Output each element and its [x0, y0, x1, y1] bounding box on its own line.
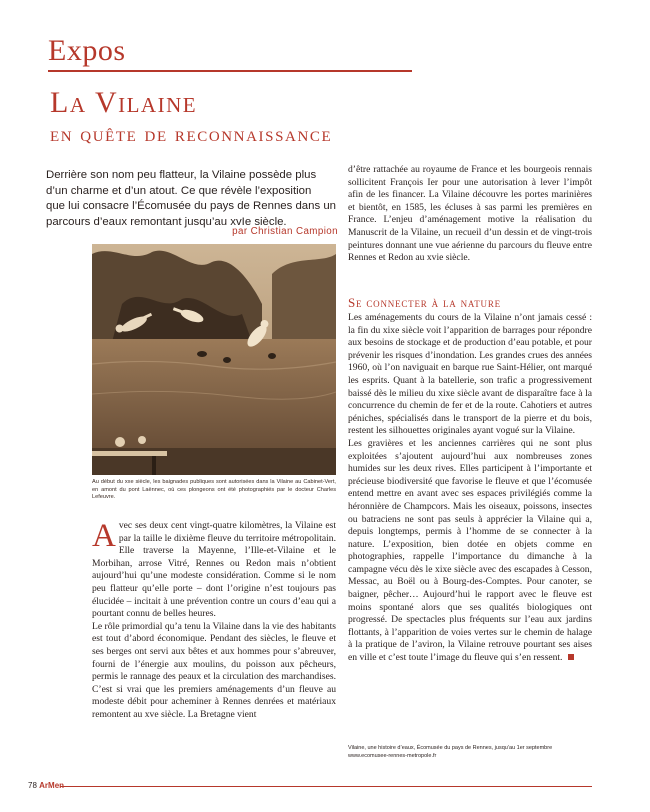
intro-line: d’un charme et d’un atout. Ce que révèle l’exposition: [46, 184, 312, 197]
paragraph: [92, 520, 336, 621]
page-number: 78: [28, 781, 37, 790]
end-mark-icon: [568, 654, 574, 660]
paragraph: Les aménagements du cours de la Vilaine n’ont jamais cessé : la fin du xixe siècle voit l’apparition de barrages pour répondre aux besoins de stockage et de production d’eau potable, et pour prévenir les risques d’inondation. Les grandes crues des années 1960, où l’on naviguait en barque rue Saint-Hélier, ont marqué les esprits. Quant à la batellerie, son trafic a progressivement baissé dès le milieu du xixe siècle avant de disparaître face à la concurrence du chemin de fer et de la route. Cahotiers et autres péniches, spécialisés dans le transport de la pierre et du bois, restent les silhouettes originales ayant vogué sur la Vilaine.: [348, 312, 592, 437]
paragraph: d’être rattachée au royaume de France et les bourgeois rennais sollicitent François Ier pour une autorisation à lever l’impôt afin de les financer. La Vilaine découvre les portes marinières et bientôt, en 1585, les écluses à sas parmi les premières en France. L’enjeu d’aménagement motive la réalisation du Manuscrit de la Vilaine, un recueil d’un dessin et de vingt-trois peintures donnant une vue aérienne du parcours du fleuve entre Rennes et Redon au xvie siècle.: [348, 164, 592, 264]
sepia-photo-divers: [92, 244, 336, 475]
page-folio: [28, 781, 64, 790]
paragraph: Le rôle primordial qu’a tenu la Vilaine dans la vie des habitants est tout d’abord économique. Pendant des siècles, le fleuve et ses berges ont servi aux bêtes et aux hommes pour s’abreuver, fourni de l’énergie aux moulins, du poisson aux pêcheurs, permis le rannage des peaux et la circulation des marchandises. C’est si vrai que les premiers aménagements d’un fleuve au modeste débit pour acheminer à Rennes denrées et matériaux remontent au xve siècle. La Bretagne vient: [92, 620, 336, 720]
article-title: La Vilaine: [50, 86, 198, 119]
magazine-brand: ArMen: [39, 781, 65, 790]
intro-line: que lui consacre l’Écomusée du pays de Rennes dans un: [46, 200, 337, 212]
intro-line: Derrière son nom peu flatteur, la Vilaine possède plus: [46, 169, 317, 181]
paragraph: [348, 438, 592, 665]
intro-line: parcours d’eaux remontant jusqu’au xvIe siècle.: [46, 215, 287, 228]
paragraph-text: Les gravières et les anciennes carrières qui ne sont plus exploitées s’ajoutent aujourd’hui aux nombreuses zones humides sur les deux rives. Elles participent à l’importante et précieuse biodiversité que favorise le fleuve et que l’écomusée entend mettre en avant avec ses espaces privilégiés comme la héronnière de Champcors. Mais les oiseaux, poissons, insectes ou batraciens ne sont pas seuls à apprécier la Vilaine qui a, depuis longtemps, permis à l’homme de se connecter à la nature. L’exposition, bien dotée en objets comme en photographies, rappelle l’importance du dimanche à la campagne vécu dès le xixe siècle avec des escapades à Cesson, Messac, au Boël ou à Bourg-des-Comptes. Pour canoter, se baigner, pêcher… Aujourd’hui le rapport avec le fleuve est moins spontané alors que ses qualités biologiques ont progressé. De spectacles plus fréquents sur l’eau aux jardins flottants, à l’apparition de voies vertes sur le chemin de halage à la pratique de l’aviron, la Vilaine retrouve pourtant ses aises en ville et c’est toute l’image du fleuve qui s’en ressent.: [348, 437, 592, 664]
right-column-body: [348, 312, 592, 665]
photo-caption: Au début du xxe siècle, les baignades publiques sont autorisées dans la Vilaine au Cabinet-Vert, en amont du pont Laënnec, où ces plongeons ont été photographiés par le docteur Charles Lefeuvre.: [92, 479, 336, 501]
exhibition-footnote: Vilaine, une histoire d’eaux, Écomusée du pays de Rennes, jusqu’au 1er septembre www.ecomusee-rennes-metropole.fr: [348, 745, 553, 759]
dropcap: A: [92, 518, 116, 554]
footer-rule: [60, 786, 592, 787]
right-column-top: [348, 164, 592, 265]
section-subhead: Se connecter à la nature: [348, 295, 501, 310]
intro-paragraph: [46, 168, 336, 230]
paragraph-text: vec ses deux cent vingt-quatre kilomètres, la Vilaine est par la taille le dixième fleuve du territoire métropolitain. Elle traverse la Mayenne, l’Ille-et-Vilaine et le Morbihan, arrose Vitré, Rennes ou Redon mais n’obtient aujourd’hui qu’une modeste considération. Comme si le nom peu flatteur qu’elle porte – dont l’origine n’est toujours pas élucidée – incitait à une prévention contre un cours d’eau qui a pourtant connu de belles heures.: [92, 520, 336, 620]
section-rule: [48, 70, 412, 72]
left-column-body: [92, 520, 336, 722]
byline: par Christian Campion: [232, 226, 338, 237]
section-title: Expos: [48, 34, 126, 67]
article-subtitle: en quête de reconnaissance: [50, 121, 333, 146]
